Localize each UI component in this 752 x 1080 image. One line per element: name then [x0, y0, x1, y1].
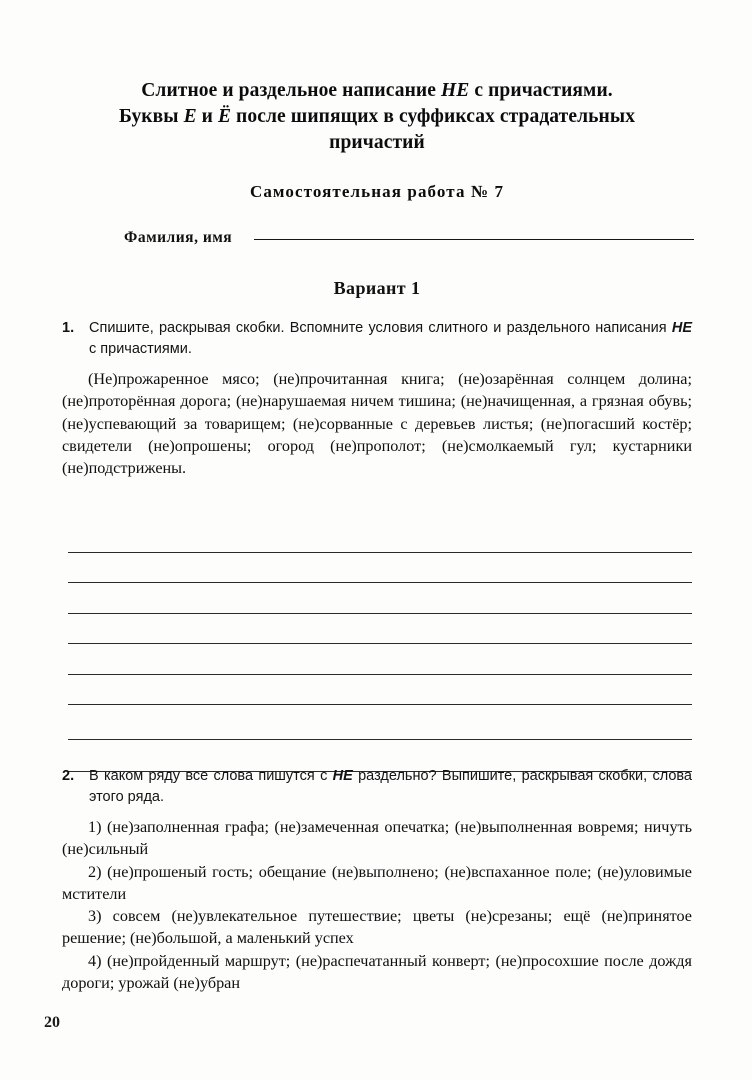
task-2-options [62, 816, 692, 994]
task-1-prompt-part1: Спишите, раскрывая скобки. Вспомните условия слитного и раздельного написания [89, 320, 672, 336]
answer-line[interactable] [68, 705, 692, 740]
title-line-1-italic: НЕ [441, 80, 470, 101]
answer-line[interactable] [68, 644, 692, 675]
title-line-2-part2: и [196, 106, 218, 127]
variant-heading: Вариант 1 [333, 278, 421, 298]
page-title [62, 78, 692, 156]
title-line-1 [62, 78, 692, 104]
title-line-2-part1: Буквы [118, 106, 184, 127]
task-2-prompt [89, 766, 692, 807]
task-2-prompt-bold: НЕ [332, 768, 353, 784]
task-1-prompt [89, 318, 692, 359]
task-2-number: 2. [62, 768, 75, 784]
task-2-prompt-part1: В каком ряду все слова пишутся с [89, 768, 333, 784]
title-line-3: причастий [329, 132, 425, 153]
task-2-option-2[interactable]: 2) (не)прошеный гость; обещание (не)выполнено; (не)вспаханное поле; (не)уловимые мстители [62, 862, 692, 903]
title-line-2-italic-yo: Ё [217, 106, 232, 127]
task-2-option-4[interactable]: 4) (не)пройденный маршрут; (не)распечатанный конверт; (не)просохшие после дождя дороги; урожай (не)убран [62, 951, 692, 993]
answer-line[interactable] [68, 583, 692, 614]
task-1-exercise-text: (Не)прожаренное мясо; (не)прочитанная книга; (не)озарённая солнцем долина; (не)проторённая дорога; (не)нарушаемая ничем тишина; (не)начищенная, а грязная обувь; (не)успевающий за товарищем; (не)сорванные с деревьев листья; (не)погасший костёр; свидетели (не)опрошены; огород (не)прополот; (не)смолкаемый гул; кустарники (не)подстрижены. [62, 370, 692, 478]
title-line-2-italic-e: Е [183, 106, 197, 127]
task-2-option-1[interactable]: 1) (не)заполненная графа; (не)замеченная опечатка; (не)выполненная вовремя; ничуть (не)сильный [62, 818, 692, 859]
task-2 [62, 766, 692, 994]
task-2-option-3[interactable]: 3) совсем (не)увлекательное путешествие; цветы (не)срезаны; ещё (не)принятое решение; (не)большой, а маленький успех [62, 907, 692, 948]
task-1-number: 1. [62, 320, 75, 336]
task-2-head [62, 766, 692, 807]
task-1-head [62, 318, 692, 359]
answer-line[interactable] [68, 614, 692, 645]
title-line-2 [62, 104, 692, 130]
name-field [124, 229, 694, 247]
answer-line[interactable] [68, 553, 692, 584]
answer-line[interactable] [68, 675, 692, 706]
title-line-1-part2: с причастиями. [469, 80, 613, 101]
task-1 [62, 318, 692, 479]
task-1-prompt-bold: НЕ [671, 320, 692, 336]
title-line-2-part3: после шипящих в суффиксах страдательных [231, 106, 636, 127]
answer-line[interactable] [68, 522, 692, 553]
answer-lines[interactable] [68, 522, 692, 772]
task-2-prompt-part2: раздельно? Выпишите, раскрывая скобки, слова этого ряда. [89, 768, 692, 805]
worksheet-heading: Самостоятельная работа № 7 [249, 182, 505, 201]
name-field-label: Фамилия, имя [124, 229, 233, 246]
page-number: 20 [44, 1014, 60, 1031]
task-1-prompt-part2: с причастиями. [89, 340, 192, 357]
name-field-input-rule[interactable] [254, 238, 694, 240]
title-line-1-part1: Слитное и раздельное написание [141, 80, 441, 101]
